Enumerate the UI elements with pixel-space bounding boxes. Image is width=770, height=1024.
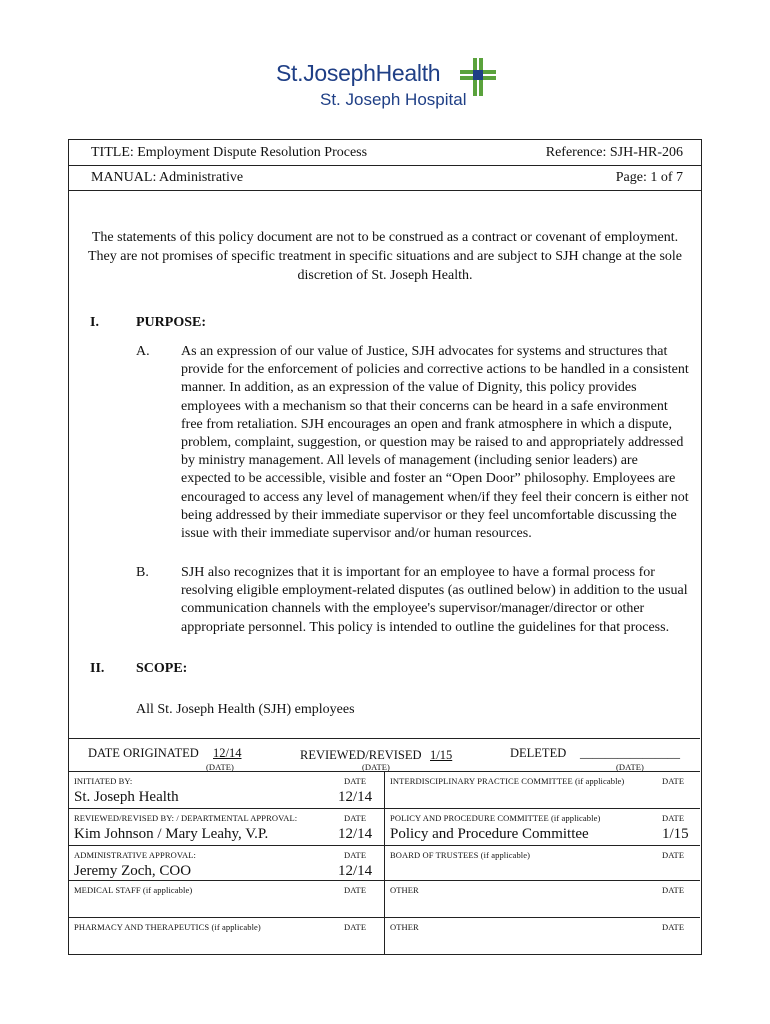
pharmacy-label: PHARMACY AND THERAPEUTICS (if applicable) [74, 922, 261, 932]
purpose-paragraph-b: SJH also recognizes that it is important for an employee to have a formal process for resolving eligible employment-related disputes (as outlined below) in addition to the usual communication channels with the employee's supervisor/manager/director or other appropriate personnel. This policy is intended to outline the guidelines for that process. [181, 565, 688, 635]
logo-sub-text: St. Joseph Hospital [320, 90, 467, 109]
ppc-value: Policy and Procedure Committee [390, 826, 589, 842]
section-title-scope: SCOPE: [136, 661, 188, 676]
pharmacy-date-label: DATE [344, 922, 367, 932]
admin-approval-value: Jeremy Zoch, COO [74, 863, 192, 879]
item-letter-a: A. [136, 344, 150, 359]
deleted-value: ________________ [580, 746, 680, 760]
initiated-date-value: 12/14 [338, 789, 373, 805]
initiated-by-label: INITIATED BY: [74, 776, 133, 786]
reviewed-date-value: 12/14 [338, 826, 373, 842]
ipc-label: INTERDISCIPLINARY PRACTICE COMMITTEE (if applicable) [390, 776, 625, 786]
other-label-2: OTHER [390, 922, 419, 932]
disclaimer-text: The statements of this policy document are not to be construed as a contract or covenant of employment. They are not promises of specific treatment in specific situations and are subject to SJH change at the sole discretion of St. Joseph Health. [87, 230, 683, 283]
section-title-purpose: PURPOSE: [136, 315, 206, 330]
st-joseph-health-logo [276, 58, 506, 116]
other-date-label-1: DATE [662, 885, 685, 895]
ppc-label: POLICY AND PROCEDURE COMMITTEE (if applicable) [390, 813, 601, 823]
purpose-paragraph-a: As an expression of our value of Justice, SJH advocates for systems and structures that provide for the enforcement of policies and corrective actions to be handled in a consistent manner. In addition, as an expression of the value of Dignity, this policy provides employees with a mechanism so that their concerns can be heard in a safe environment free from retaliation. SJH encourages an open and frank atmosphere in which a dispute, problem, complaint, suggestion, or question may be raised to and appropriately addressed by ministry management. All levels of management (including senior leaders) are expected to be accessible, visible and foster an “Open Door” philosophy. Employees are encouraged to access any level of management when/if they feel their concern is either not being addressed by their immediate supervisor or they feel uncomfortable discussing the issue with their immediate supervisor and/or human resources. [181, 344, 689, 542]
reviewed-by-label: REVIEWED/REVISED BY: / DEPARTMENTAL APPROVAL: [74, 813, 298, 823]
date-caption-originated: (DATE) [206, 762, 234, 772]
date-originated-value: 12/14 [213, 746, 242, 760]
ppc-date-value: 1/15 [662, 826, 689, 842]
initiated-date-label: DATE [344, 776, 367, 786]
section-number-purpose: I. [90, 315, 99, 330]
cross-icon [460, 58, 496, 96]
policy-header-box [68, 139, 702, 191]
ppc-date-label: DATE [662, 813, 685, 823]
page-number: Page: 1 of 7 [615, 170, 683, 185]
scope-text: All St. Joseph Health (SJH) employees [136, 702, 355, 717]
date-caption-deleted: (DATE) [616, 762, 644, 772]
admin-date-label: DATE [344, 850, 367, 860]
policy-manual: MANUAL: Administrative [91, 170, 244, 185]
medical-date-label: DATE [344, 885, 367, 895]
policy-title: TITLE: Employment Dispute Resolution Process [91, 145, 368, 160]
date-originated-label: DATE ORIGINATED [88, 746, 199, 760]
board-label: BOARD OF TRUSTEES (if applicable) [390, 850, 531, 860]
board-date-label: DATE [662, 850, 685, 860]
logo-main-text: St.JosephHealth [276, 60, 441, 86]
admin-date-value: 12/14 [338, 863, 373, 879]
reviewed-revised-label: REVIEWED/REVISED [300, 748, 422, 762]
medical-staff-label: MEDICAL STAFF (if applicable) [74, 885, 193, 895]
section-number-scope: II. [90, 661, 105, 676]
date-caption-reviewed: (DATE) [362, 762, 390, 772]
admin-approval-label: ADMINISTRATIVE APPROVAL: [74, 850, 196, 860]
deleted-label: DELETED [510, 746, 567, 760]
reviewed-revised-value: 1/15 [430, 748, 453, 762]
other-date-label-2: DATE [662, 922, 685, 932]
reviewed-date-label: DATE [344, 813, 367, 823]
policy-reference: Reference: SJH-HR-206 [545, 145, 683, 160]
approval-table [68, 738, 700, 954]
ipc-date-label: DATE [662, 776, 685, 786]
initiated-by-value: St. Joseph Health [74, 789, 179, 805]
other-label-1: OTHER [390, 885, 419, 895]
item-letter-b: B. [136, 565, 149, 580]
reviewed-by-value: Kim Johnson / Mary Leahy, V.P. [74, 826, 269, 842]
